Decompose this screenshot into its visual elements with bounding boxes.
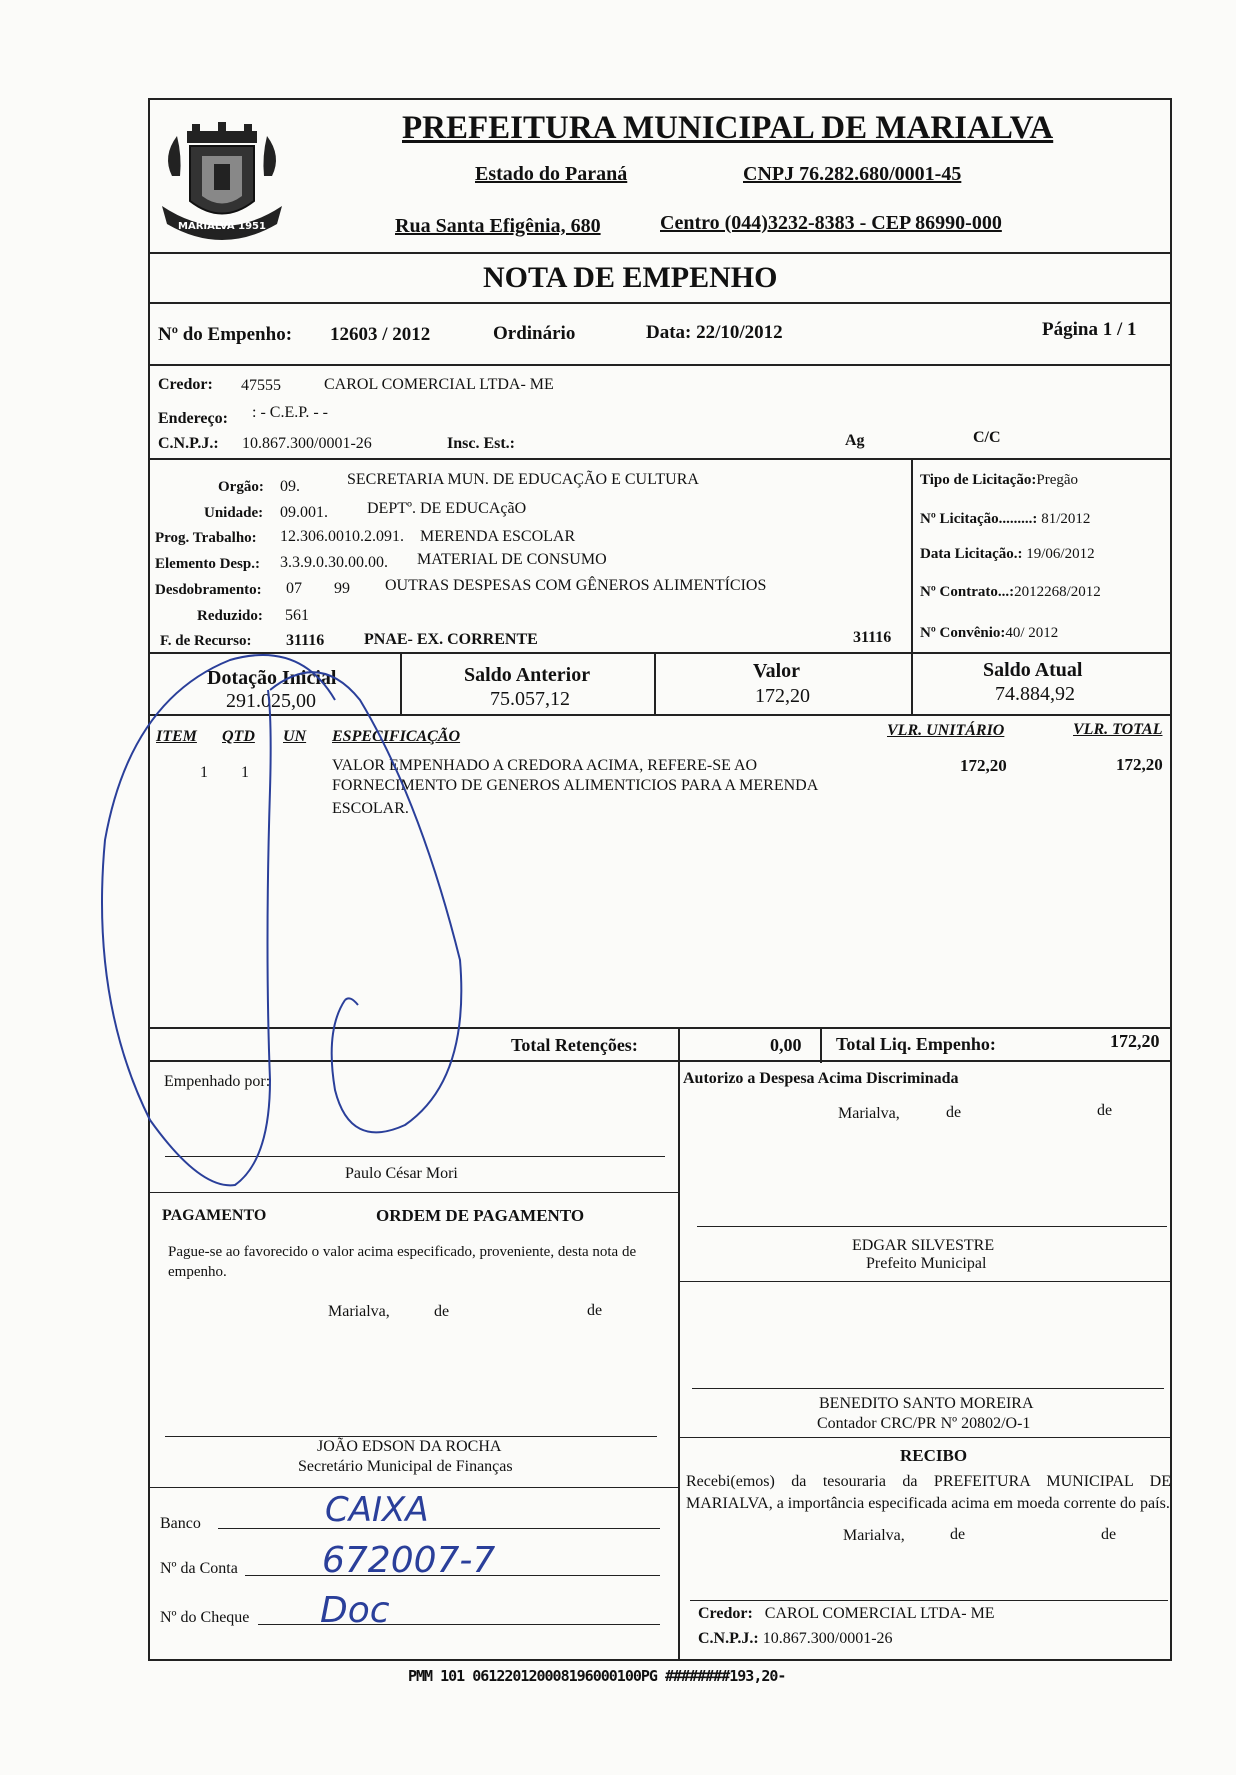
licitacao-convenio-value: 40/ 2012 <box>1005 625 1059 641</box>
items-header-item: ITEM <box>156 728 197 745</box>
autorizo-de-2: de <box>1097 1102 1113 1119</box>
total-retencoes-label: Total Retenções: <box>511 1035 638 1055</box>
conta-label: Nº da Conta <box>160 1560 238 1577</box>
licitacao-numero-label: Nº Licitação.........: <box>920 511 1038 527</box>
item-qtd: 1 <box>241 764 249 781</box>
items-header-total: VLR. TOTAL <box>1073 721 1163 738</box>
pagamento-de-1: de <box>434 1303 450 1320</box>
banco-label: Banco <box>160 1515 201 1532</box>
total-retencoes-value: 0,00 <box>770 1035 802 1055</box>
empenho-number: 12603 / 2012 <box>330 324 431 345</box>
conta-handwritten: 672007-7 <box>322 1540 496 1581</box>
saldo-atual-value: 74.884,92 <box>995 683 1075 705</box>
endereco-label: Endereço: <box>158 410 228 427</box>
desdobramento-label: Desdobramento: <box>155 582 262 598</box>
prefeito-role: Prefeito Municipal <box>866 1255 987 1272</box>
item-description-line-3: ESCOLAR. <box>332 800 409 817</box>
empenho-type: Ordinário <box>493 323 576 344</box>
dotacao-inicial-value: 291.025,00 <box>226 690 316 712</box>
licitacao-contrato-value: 2012268/2012 <box>1014 584 1101 600</box>
valor-label: Valor <box>753 660 801 682</box>
recibo-cnpj-label: C.N.P.J.: <box>698 1630 759 1647</box>
item-total-value: 172,20 <box>1116 755 1163 774</box>
item-description-line-1: VALOR EMPENHADO A CREDORA ACIMA, REFERE-SE AO <box>332 757 758 774</box>
licitacao-data-label: Data Licitação.: <box>920 546 1023 562</box>
footer-code: PMM 101 061220120008196000100PG ########193,20- <box>408 1667 786 1685</box>
pagamento-city: Marialva, <box>328 1303 390 1320</box>
item-number: 1 <box>200 764 208 781</box>
secretario-name: JOÃO EDSON DA ROCHA <box>317 1438 502 1455</box>
orgao-name: SECRETARIA MUN. DE EDUCAÇÃO E CULTURA <box>347 471 699 488</box>
credor-name: CAROL COMERCIAL LTDA- ME <box>324 376 554 393</box>
licitacao-data-value: 19/06/2012 <box>1026 546 1095 562</box>
header-address: Rua Santa Efigênia, 680 <box>395 215 601 237</box>
reduzido-label: Reduzido: <box>197 608 263 624</box>
credor-label: Credor: <box>158 376 213 393</box>
header-state: Estado do Paraná <box>475 163 628 185</box>
cc-label: C/C <box>973 429 1001 446</box>
autorizo-label: Autorizo a Despesa Acima Discriminada <box>683 1070 959 1087</box>
desdobramento-code-1: 07 <box>286 580 302 597</box>
recibo-cnpj-value: 10.867.300/0001-26 <box>762 1630 893 1647</box>
recibo-de-2: de <box>1101 1526 1117 1543</box>
elemento-label: Elemento Desp.: <box>155 556 260 572</box>
credor-code: 47555 <box>241 377 281 394</box>
licitacao-convenio-label: Nº Convênio: <box>920 625 1006 641</box>
items-header-un: UN <box>283 728 307 745</box>
unidade-name: DEPTº. DE EDUCAçãO <box>367 500 527 517</box>
dotacao-inicial-label: Dotação Inicial <box>207 667 337 689</box>
recibo-text: Recebi(emos) da tesouraria da PREFEITURA MUNICIPAL DE MARIALVA, a importância especificada acima em moeda corrente do país. <box>686 1473 1171 1512</box>
saldo-atual-label: Saldo Atual <box>983 659 1083 681</box>
banco-handwritten: CAIXA <box>325 1490 429 1530</box>
items-header-qtd: QTD <box>222 728 255 745</box>
empenhado-signer: Paulo César Mori <box>345 1165 458 1182</box>
secretario-role: Secretário Municipal de Finanças <box>298 1458 513 1475</box>
total-liquido-label: Total Liq. Empenho: <box>836 1034 996 1054</box>
recurso-code-right: 31116 <box>853 629 892 646</box>
prefeito-name: EDGAR SILVESTRE <box>852 1237 995 1254</box>
endereco-value: : - C.E.P. - - <box>252 404 328 421</box>
empenho-date: Data: 22/10/2012 <box>646 322 783 343</box>
insc-est-label: Insc. Est.: <box>447 435 516 452</box>
unidade-label: Unidade: <box>204 505 264 521</box>
saldo-anterior-value: 75.057,12 <box>490 688 570 710</box>
prog-code: 12.306.0010.2.091. <box>280 528 404 545</box>
items-header-especificacao: ESPECIFICAÇÃO <box>332 728 461 745</box>
licitacao-tipo-label: Tipo de Licitação: <box>920 472 1037 488</box>
contador-role: Contador CRC/PR Nº 20802/O-1 <box>817 1415 1031 1432</box>
page-number: Página 1 / 1 <box>1042 319 1137 340</box>
credor-cnpj-value: 10.867.300/0001-26 <box>242 435 372 452</box>
document-title: NOTA DE EMPENHO <box>483 261 778 294</box>
coat-of-arms-text: MARIALVA 1951 <box>178 221 266 232</box>
ordem-pagamento-label: ORDEM DE PAGAMENTO <box>376 1206 585 1225</box>
item-description-line-2: FORNECIMENTO DE GENEROS ALIMENTICIOS PARA A MERENDA <box>332 777 819 794</box>
pagamento-de-2: de <box>587 1302 603 1319</box>
header-contact: Centro (044)3232-8383 - CEP 86990-000 <box>660 212 1002 234</box>
orgao-label: Orgão: <box>218 479 264 495</box>
prog-name: MERENDA ESCOLAR <box>420 528 576 545</box>
licitacao-tipo-value: Pregão <box>1036 472 1079 488</box>
contador-name: BENEDITO SANTO MOREIRA <box>819 1395 1034 1412</box>
recibo-de-1: de <box>950 1526 966 1543</box>
header-cnpj: CNPJ 76.282.680/0001-45 <box>743 163 962 185</box>
pagamento-text: Pague-se ao favorecido o valor acima especificado, proveniente, desta nota de empenho. <box>168 1244 637 1280</box>
recibo-credor-label: Credor: <box>698 1605 753 1622</box>
licitacao-numero-value: 81/2012 <box>1041 511 1091 527</box>
autorizo-de-1: de <box>946 1104 962 1121</box>
elemento-code: 3.3.9.0.30.00.00. <box>280 554 388 571</box>
prog-label: Prog. Trabalho: <box>155 530 257 546</box>
recibo-credor-value: CAROL COMERCIAL LTDA- ME <box>764 1605 995 1622</box>
autorizo-city: Marialva, <box>838 1105 900 1122</box>
cheque-handwritten: Doc <box>320 1590 390 1631</box>
desdobramento-name: OUTRAS DESPESAS COM GÊNEROS ALIMENTÍCIOS <box>385 577 767 594</box>
recurso-code: 31116 <box>286 632 325 649</box>
recibo-title: RECIBO <box>900 1446 968 1465</box>
unidade-code: 09.001. <box>280 504 328 521</box>
header-title: PREFEITURA MUNICIPAL DE MARIALVA <box>402 110 1054 146</box>
total-liquido-value: 172,20 <box>1110 1031 1160 1051</box>
ag-label: Ag <box>845 432 865 449</box>
reduzido-value: 561 <box>285 607 309 624</box>
cheque-label: Nº do Cheque <box>160 1609 250 1626</box>
credor-cnpj-label: C.N.P.J.: <box>158 435 219 452</box>
orgao-code: 09. <box>280 478 300 495</box>
licitacao-contrato-label: Nº Contrato...: <box>920 584 1015 600</box>
pagamento-label: PAGAMENTO <box>162 1207 267 1224</box>
desdobramento-code-2: 99 <box>334 580 350 597</box>
recurso-label: F. de Recurso: <box>160 633 252 649</box>
recibo-city: Marialva, <box>843 1527 905 1544</box>
valor-value: 172,20 <box>755 685 810 707</box>
empenhado-por-label: Empenhado por: <box>164 1073 271 1090</box>
saldo-anterior-label: Saldo Anterior <box>464 664 591 686</box>
item-unit-value: 172,20 <box>960 756 1007 775</box>
empenho-label: Nº do Empenho: <box>158 324 293 345</box>
elemento-name: MATERIAL DE CONSUMO <box>417 551 607 568</box>
recurso-name: PNAE- EX. CORRENTE <box>364 631 538 648</box>
items-header-unit: VLR. UNITÁRIO <box>887 722 1005 739</box>
